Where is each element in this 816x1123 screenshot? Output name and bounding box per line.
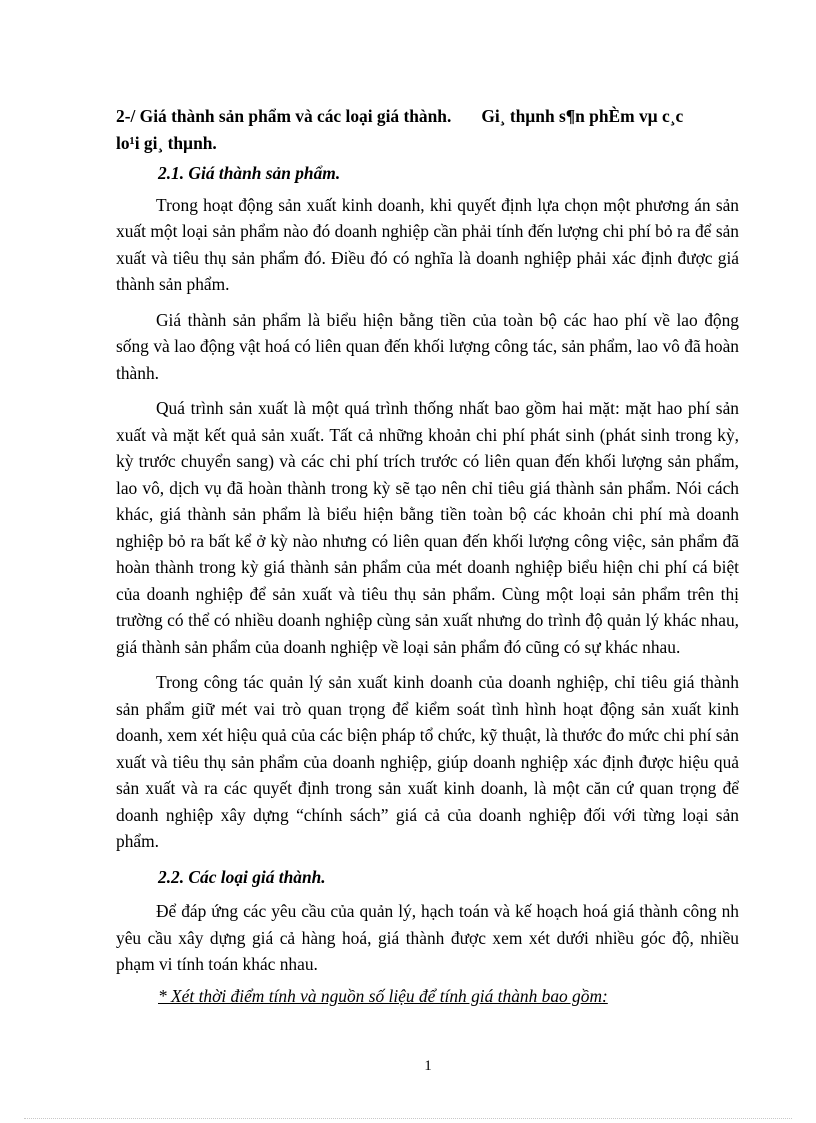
section-2-underlined-line: * Xét thời điểm tính và nguồn số liệu để tính giá thành bao gồm: xyxy=(158,985,608,1006)
section-1-paragraph: Trong công tác quản lý sản xuất kinh doanh của doanh nghiệp, chỉ tiêu giá thành sản phẩm giữ mét vai trò quan trọng để kiểm soát tình hình hoạt động sản xuất kinh doanh, xem xét hiệu quả của các biện pháp tổ chức, kỹ thuật, là thước đo mức chi phí sản xuất và tiêu thụ sản phẩm của doanh nghiệp, giúp doanh nghiệp xác định được hiệu quả sản xuất và ra các quyết định trong sản xuất kinh doanh, là một căn cứ quan trọng để doanh nghiệp xây dựng “chính sách” giá cả của doanh nghiệp đối với từng loại sản phẩm. xyxy=(116,672,739,851)
main-heading-garbled-duplicate: Gi¸ thµnh s¶n phÈm vµ c¸c xyxy=(481,106,684,126)
page-number: 1 xyxy=(424,1058,432,1074)
main-heading-title: 2-/ Giá thành sản phẩm và các loại giá thành. xyxy=(116,106,452,126)
page-bottom-divider xyxy=(24,1118,792,1119)
section-2-title: 2.2. Các loại giá thành. xyxy=(158,866,326,887)
section-1-paragraph: Quá trình sản xuất là một quá trình thống nhất bao gồm hai mặt: mặt hao phí sản xuất và mặt kết quả sản xuất. Tất cả những khoản chi phí phát sinh (phát sinh trong kỳ, kỳ trước chuyển sang) và các chi phí trích trước có liên quan đến khối lượng sản phẩm, lao vô, dịch vụ đã hoàn thành trong kỳ sẽ tạo nên chỉ tiêu giá thành sản phẩm. Nói cách khác, giá thành sản phẩm là biểu hiện bằng tiền toàn bộ các khoản chi phí mà doanh nghiệp bỏ ra bất kể ở kỳ nào nhưng có liên quan đến khối lượng công việc, sản phẩm đã hoàn thành trong kỳ giá thành sản phẩm của mét doanh nghiệp biểu hiện chi phí cá biệt của doanh nghiệp để sản xuất và tiêu thụ sản phẩm. Cùng một loại sản phẩm trên thị trường có thể có nhiều doanh nghiệp cùng sản xuất nhưng do trình độ quản lý khác nhau, giá thành sản phẩm của doanh nghiệp về loại sản phẩm đó cũng có sự khác nhau. xyxy=(116,398,739,657)
section-1-paragraph: Trong hoạt động sản xuất kinh doanh, khi quyết định lựa chọn một phương án sản xuất một loại sản phẩm nào đó doanh nghiệp cần phải tính đến lượng chi phí bỏ ra để sản xuất và tiêu thụ sản phẩm đó. Điều đó có nghĩa là doanh nghiệp phải xác định được giá thành sản phẩm. xyxy=(116,194,739,294)
section-1-paragraph: Giá thành sản phẩm là biểu hiện bằng tiền của toàn bộ các hao phí về lao động sống và lao động vật hoá có liên quan đến khối lượng công tác, sản phẩm, lao vô đã hoàn thành. xyxy=(116,309,739,383)
main-heading-continuation: lo¹i gi¸ thµnh. xyxy=(116,132,217,153)
document-body xyxy=(116,100,739,1009)
main-heading xyxy=(116,100,739,130)
section-1-title: 2.1. Giá thành sản phẩm. xyxy=(158,163,341,183)
section-2-paragraph: Để đáp ứng các yêu cầu của quản lý, hạch toán và kế hoạch hoá giá thành công nh yêu cầu xây dựng giá cả hàng hoá, giá thành được xem xét dưới nhiều góc độ, nhiều phạm vi tính toán khác nhau. xyxy=(116,901,739,974)
